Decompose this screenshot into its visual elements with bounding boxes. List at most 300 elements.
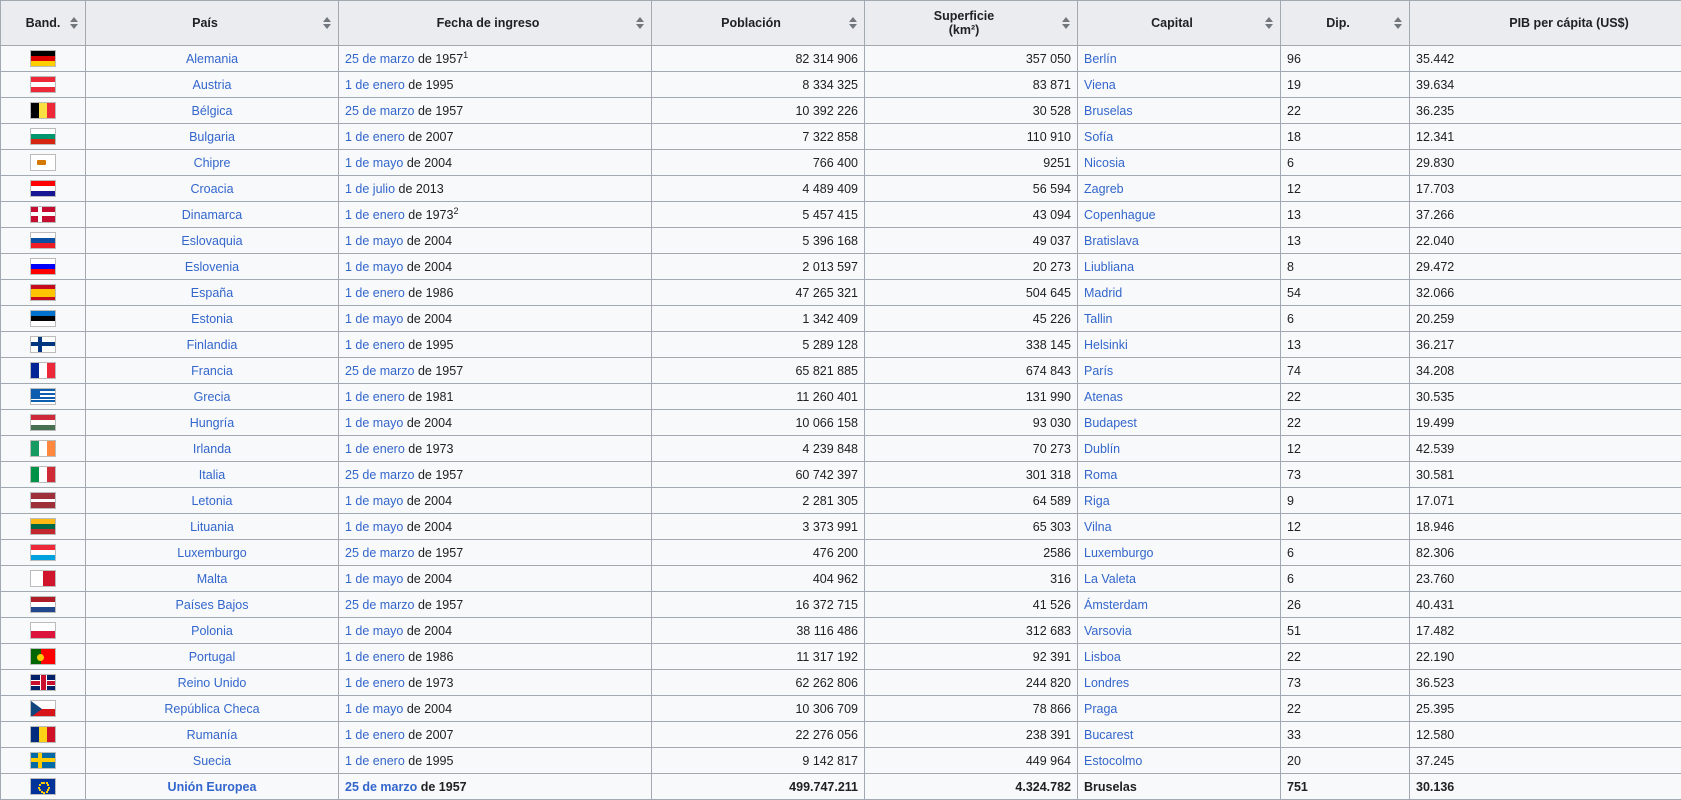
table-row (1, 254, 1681, 280)
column-header-superficie-unit: (km²) (871, 23, 1057, 37)
table-row (1, 644, 1681, 670)
cell-pais (86, 150, 339, 176)
cell-diputados: 22 (1281, 696, 1410, 722)
fecha-anio: de 1957 (414, 364, 463, 378)
fecha-dia-link[interactable]: 1 de mayo (345, 494, 403, 508)
cell-capital (1078, 254, 1281, 280)
fecha-dia-link[interactable]: 1 de mayo (345, 572, 403, 586)
table-row (1, 566, 1681, 592)
flag-icon (30, 206, 56, 223)
pais-link[interactable]: Bulgaria (189, 130, 235, 144)
column-header-band[interactable] (1, 1, 86, 46)
fecha-dia-link[interactable]: 25 de marzo (345, 468, 414, 482)
cell-poblacion: 4 239 848 (652, 436, 865, 462)
fecha-anio: de 1957 (414, 598, 463, 612)
flag-icon (30, 362, 56, 379)
fecha-dia-link[interactable]: 25 de marzo (345, 364, 414, 378)
fecha-anio: de 1995 (405, 78, 454, 92)
cell-bandera (1, 150, 86, 176)
cell-pib-per-capita: 23.760 (1410, 566, 1681, 592)
cell-capital (1078, 46, 1281, 72)
cell-capital-link[interactable]: Tallin (1084, 312, 1113, 326)
cell-fecha-ingreso (339, 202, 652, 228)
cell-diputados: 96 (1281, 46, 1410, 72)
cell-capital (1078, 462, 1281, 488)
fecha-anio: de 1995 (405, 338, 454, 352)
table-row (1, 150, 1681, 176)
fecha-anio: de 1973 (405, 442, 454, 456)
cell-superficie: 238 391 (865, 722, 1078, 748)
flag-icon (30, 154, 56, 171)
fecha-dia-link[interactable]: 25 de marzo (345, 52, 414, 66)
cell-poblacion: 476 200 (652, 540, 865, 566)
column-header-superficie[interactable] (865, 1, 1078, 46)
column-header-dip[interactable] (1281, 1, 1410, 46)
pais-link[interactable]: Malta (197, 572, 228, 586)
cell-pais (86, 436, 339, 462)
cell-pais (86, 644, 339, 670)
fecha-dia-link[interactable]: 1 de mayo (345, 624, 403, 638)
cell-pais (86, 462, 339, 488)
pais-link[interactable]: Rumanía (187, 728, 238, 742)
cell-pais (86, 696, 339, 722)
pais-link[interactable]: Portugal (189, 650, 236, 664)
table-row (1, 618, 1681, 644)
table-row (1, 436, 1681, 462)
flag-icon (30, 674, 56, 691)
cell-superficie: 83 871 (865, 72, 1078, 98)
cell-bandera (1, 384, 86, 410)
flag-icon (30, 76, 56, 93)
cell-bandera (1, 202, 86, 228)
cell-capital (1078, 696, 1281, 722)
cell-superficie: 49 037 (865, 228, 1078, 254)
flag-icon (30, 778, 56, 795)
cell-pais (86, 46, 339, 72)
cell-bandera (1, 722, 86, 748)
column-header-capital[interactable] (1078, 1, 1281, 46)
table-header (1, 1, 1681, 46)
flag-icon (30, 570, 56, 587)
cell-capital-link[interactable]: Lisboa (1084, 650, 1121, 664)
fecha-dia-link[interactable]: 1 de mayo (345, 260, 403, 274)
table-row (1, 540, 1681, 566)
cell-fecha-ingreso (339, 774, 652, 800)
cell-pais (86, 566, 339, 592)
cell-fecha-ingreso (339, 72, 652, 98)
fecha-dia-link[interactable]: 1 de enero (345, 754, 405, 768)
cell-superficie: 30 528 (865, 98, 1078, 124)
cell-capital-link[interactable]: Budapest (1084, 416, 1137, 430)
cell-fecha-ingreso (339, 254, 652, 280)
cell-pais (86, 384, 339, 410)
cell-diputados: 12 (1281, 514, 1410, 540)
cell-capital-link[interactable]: Sofía (1084, 130, 1113, 144)
column-header-pais[interactable] (86, 1, 339, 46)
cell-capital (1078, 306, 1281, 332)
cell-pib-per-capita: 30.535 (1410, 384, 1681, 410)
cell-capital (1078, 670, 1281, 696)
cell-capital-link[interactable]: Berlín (1084, 52, 1117, 66)
cell-capital-link[interactable]: Liubliana (1084, 260, 1134, 274)
cell-superficie: 4.324.782 (865, 774, 1078, 800)
fecha-dia-link[interactable]: 25 de marzo (345, 546, 414, 560)
table-row (1, 202, 1681, 228)
fecha-dia-link[interactable]: 1 de enero (345, 78, 405, 92)
cell-fecha-ingreso (339, 722, 652, 748)
cell-capital-link[interactable]: Luxemburgo (1084, 546, 1154, 560)
cell-diputados: 22 (1281, 410, 1410, 436)
fecha-dia-link[interactable]: 1 de enero (345, 676, 405, 690)
cell-fecha-ingreso (339, 98, 652, 124)
cell-pais (86, 670, 339, 696)
fecha-dia-link[interactable]: 1 de mayo (345, 312, 403, 326)
cell-diputados: 73 (1281, 670, 1410, 696)
pais-link[interactable]: República Checa (164, 702, 259, 716)
fecha-anio: de 2004 (403, 702, 452, 716)
cell-pib-per-capita: 82.306 (1410, 540, 1681, 566)
cell-capital-link[interactable]: París (1084, 364, 1113, 378)
cell-poblacion: 4 489 409 (652, 176, 865, 202)
cell-pais (86, 254, 339, 280)
cell-capital-link[interactable]: Viena (1084, 78, 1116, 92)
cell-fecha-ingreso (339, 488, 652, 514)
cell-capital-link[interactable]: Bruselas (1084, 104, 1133, 118)
cell-fecha-ingreso (339, 462, 652, 488)
fecha-anio: de 1957 (414, 104, 463, 118)
cell-capital-link[interactable]: Helsinki (1084, 338, 1128, 352)
cell-pais (86, 124, 339, 150)
table-row (1, 98, 1681, 124)
cell-capital-link[interactable]: Bratislava (1084, 234, 1139, 248)
cell-fecha-ingreso (339, 358, 652, 384)
cell-fecha-ingreso (339, 150, 652, 176)
sort-icon[interactable] (323, 16, 333, 30)
cell-pib-per-capita: 12.580 (1410, 722, 1681, 748)
fecha-dia-link[interactable]: 1 de mayo (345, 234, 403, 248)
flag-icon (30, 622, 56, 639)
column-header-capital-label: Capital (1151, 16, 1193, 30)
cell-poblacion: 5 289 128 (652, 332, 865, 358)
cell-bandera (1, 540, 86, 566)
fecha-dia-link[interactable]: 1 de enero (345, 650, 405, 664)
fecha-dia-link[interactable]: 1 de enero (345, 390, 405, 404)
cell-capital-link[interactable]: Atenas (1084, 390, 1123, 404)
column-header-pais-label: País (192, 16, 218, 30)
fecha-dia-link[interactable]: 25 de marzo (345, 780, 417, 794)
flag-icon (30, 596, 56, 613)
table-row (1, 384, 1681, 410)
cell-capital-link[interactable]: Madrid (1084, 286, 1122, 300)
cell-diputados: 6 (1281, 306, 1410, 332)
footnote-ref[interactable]: 2 (453, 205, 458, 215)
cell-pais (86, 592, 339, 618)
fecha-anio: de 2004 (403, 312, 452, 326)
cell-capital-link[interactable]: Riga (1084, 494, 1110, 508)
fecha-anio: de 1957 (417, 780, 466, 794)
cell-pib-per-capita: 42.539 (1410, 436, 1681, 462)
column-header-pib[interactable] (1410, 1, 1681, 46)
cell-fecha-ingreso (339, 592, 652, 618)
pais-link[interactable]: Bélgica (192, 104, 233, 118)
pais-link[interactable]: Dinamarca (182, 208, 242, 222)
cell-poblacion: 2 281 305 (652, 488, 865, 514)
fecha-dia-link[interactable]: 1 de mayo (345, 520, 403, 534)
cell-diputados: 54 (1281, 280, 1410, 306)
fecha-anio: de 1973 (405, 208, 454, 222)
cell-capital (1078, 514, 1281, 540)
flag-icon (30, 726, 56, 743)
fecha-dia-link[interactable]: 1 de enero (345, 442, 405, 456)
table-row (1, 670, 1681, 696)
cell-capital (1078, 228, 1281, 254)
cell-capital (1078, 644, 1281, 670)
cell-bandera (1, 410, 86, 436)
cell-superficie: 65 303 (865, 514, 1078, 540)
cell-pib-per-capita: 36.235 (1410, 98, 1681, 124)
cell-capital (1078, 410, 1281, 436)
fecha-dia-link[interactable]: 1 de enero (345, 286, 405, 300)
cell-superficie: 110 910 (865, 124, 1078, 150)
cell-pais (86, 722, 339, 748)
cell-capital-link[interactable]: Praga (1084, 702, 1117, 716)
table-row (1, 332, 1681, 358)
cell-capital (1078, 748, 1281, 774)
cell-fecha-ingreso (339, 436, 652, 462)
fecha-anio: de 1957 (414, 52, 463, 66)
flag-icon (30, 414, 56, 431)
sort-icon[interactable] (1062, 16, 1072, 30)
table-row (1, 592, 1681, 618)
fecha-dia-link[interactable]: 1 de enero (345, 130, 405, 144)
column-header-fecha-label: Fecha de ingreso (437, 16, 540, 30)
cell-fecha-ingreso (339, 566, 652, 592)
cell-capital-link[interactable]: Roma (1084, 468, 1117, 482)
pais-link[interactable]: Eslovaquia (181, 234, 242, 248)
cell-pib-per-capita: 32.066 (1410, 280, 1681, 306)
pais-link[interactable]: Suecia (193, 754, 231, 768)
cell-fecha-ingreso (339, 540, 652, 566)
sort-icon[interactable] (849, 16, 859, 30)
column-header-fecha-ingreso[interactable] (339, 1, 652, 46)
pais-link[interactable]: Grecia (194, 390, 231, 404)
cell-bandera (1, 748, 86, 774)
table-row (1, 722, 1681, 748)
cell-poblacion: 2 013 597 (652, 254, 865, 280)
cell-pib-per-capita: 12.341 (1410, 124, 1681, 150)
cell-fecha-ingreso (339, 46, 652, 72)
cell-poblacion: 404 962 (652, 566, 865, 592)
cell-poblacion: 16 372 715 (652, 592, 865, 618)
cell-pib-per-capita: 30.136 (1410, 774, 1681, 800)
cell-bandera (1, 358, 86, 384)
cell-fecha-ingreso (339, 410, 652, 436)
cell-diputados: 9 (1281, 488, 1410, 514)
cell-pib-per-capita: 30.581 (1410, 462, 1681, 488)
cell-pais (86, 358, 339, 384)
fecha-anio: de 1981 (405, 390, 454, 404)
cell-capital (1078, 72, 1281, 98)
flag-icon (30, 284, 56, 301)
flag-icon (30, 180, 56, 197)
cell-bandera (1, 332, 86, 358)
cell-diputados: 12 (1281, 176, 1410, 202)
fecha-dia-link[interactable]: 1 de julio (345, 182, 395, 196)
cell-superficie: 338 145 (865, 332, 1078, 358)
cell-pais (86, 202, 339, 228)
cell-poblacion: 62 262 806 (652, 670, 865, 696)
pais-link[interactable]: Lituania (190, 520, 234, 534)
pais-link[interactable]: Hungría (190, 416, 234, 430)
cell-capital-link[interactable]: Zagreb (1084, 182, 1124, 196)
cell-capital (1078, 332, 1281, 358)
cell-diputados: 12 (1281, 436, 1410, 462)
pais-link[interactable]: Chipre (194, 156, 231, 170)
cell-fecha-ingreso (339, 748, 652, 774)
footnote-ref[interactable]: 1 (463, 49, 468, 59)
cell-bandera (1, 592, 86, 618)
cell-capital (1078, 280, 1281, 306)
cell-bandera (1, 644, 86, 670)
cell-capital-link[interactable]: Varsovia (1084, 624, 1132, 638)
cell-fecha-ingreso (339, 124, 652, 150)
table-row (1, 358, 1681, 384)
pais-link[interactable]: Italia (199, 468, 225, 482)
fecha-anio: de 2013 (395, 182, 444, 196)
flag-icon (30, 102, 56, 119)
cell-superficie: 449 964 (865, 748, 1078, 774)
fecha-dia-link[interactable]: 1 de enero (345, 338, 405, 352)
cell-poblacion: 47 265 321 (652, 280, 865, 306)
cell-fecha-ingreso (339, 696, 652, 722)
fecha-dia-link[interactable]: 1 de mayo (345, 416, 403, 430)
cell-pib-per-capita: 34.208 (1410, 358, 1681, 384)
table-body (1, 46, 1681, 800)
cell-pais (86, 306, 339, 332)
pais-link[interactable]: Países Bajos (176, 598, 249, 612)
cell-capital-link[interactable]: Londres (1084, 676, 1129, 690)
table-row (1, 280, 1681, 306)
cell-diputados: 6 (1281, 150, 1410, 176)
cell-capital (1078, 150, 1281, 176)
cell-capital-link[interactable]: Ámsterdam (1084, 598, 1148, 612)
sort-icon[interactable] (70, 16, 80, 30)
table-row (1, 462, 1681, 488)
fecha-dia-link[interactable]: 1 de mayo (345, 702, 403, 716)
fecha-anio: de 2004 (403, 572, 452, 586)
sort-icon[interactable] (636, 16, 646, 30)
cell-capital (1078, 98, 1281, 124)
table-row (1, 72, 1681, 98)
cell-diputados: 20 (1281, 748, 1410, 774)
fecha-dia-link[interactable]: 1 de enero (345, 728, 405, 742)
sort-icon[interactable] (1265, 16, 1275, 30)
cell-bandera (1, 72, 86, 98)
cell-fecha-ingreso (339, 280, 652, 306)
cell-capital-link[interactable]: Dublín (1084, 442, 1120, 456)
cell-diputados: 73 (1281, 462, 1410, 488)
cell-poblacion: 11 317 192 (652, 644, 865, 670)
pais-link[interactable]: Unión Europea (168, 780, 257, 794)
pais-link[interactable]: Letonia (191, 494, 232, 508)
flag-icon (30, 466, 56, 483)
cell-capital-link[interactable]: Vilna (1084, 520, 1112, 534)
fecha-dia-link[interactable]: 1 de mayo (345, 156, 403, 170)
cell-fecha-ingreso (339, 670, 652, 696)
flag-icon (30, 388, 56, 405)
flag-icon (30, 310, 56, 327)
cell-capital-link[interactable]: Estocolmo (1084, 754, 1142, 768)
cell-superficie: 56 594 (865, 176, 1078, 202)
cell-pais (86, 176, 339, 202)
cell-pib-per-capita: 17.071 (1410, 488, 1681, 514)
fecha-dia-link[interactable]: 1 de enero (345, 208, 405, 222)
cell-superficie: 41 526 (865, 592, 1078, 618)
cell-capital-link[interactable]: La Valeta (1084, 572, 1136, 586)
pais-link[interactable]: Austria (193, 78, 232, 92)
sort-icon[interactable] (1394, 16, 1404, 30)
cell-capital-link[interactable]: Copenhague (1084, 208, 1156, 222)
cell-fecha-ingreso (339, 332, 652, 358)
pais-link[interactable]: Francia (191, 364, 233, 378)
cell-capital-link[interactable]: Nicosia (1084, 156, 1125, 170)
column-header-poblacion[interactable] (652, 1, 865, 46)
pais-link[interactable]: Polonia (191, 624, 233, 638)
cell-superficie: 64 589 (865, 488, 1078, 514)
cell-superficie: 312 683 (865, 618, 1078, 644)
cell-superficie: 244 820 (865, 670, 1078, 696)
cell-bandera (1, 774, 86, 800)
fecha-anio: de 1986 (405, 286, 454, 300)
column-header-dip-label: Dip. (1326, 16, 1350, 30)
pais-link[interactable]: Estonia (191, 312, 233, 326)
fecha-anio: de 2004 (403, 494, 452, 508)
pais-link[interactable]: Eslovenia (185, 260, 239, 274)
cell-diputados: 26 (1281, 592, 1410, 618)
cell-superficie: 20 273 (865, 254, 1078, 280)
flag-icon (30, 440, 56, 457)
pais-link[interactable]: Reino Unido (178, 676, 247, 690)
fecha-anio: de 1957 (414, 468, 463, 482)
cell-pib-per-capita: 22.190 (1410, 644, 1681, 670)
cell-pais (86, 540, 339, 566)
cell-pais (86, 72, 339, 98)
pais-link[interactable]: Irlanda (193, 442, 231, 456)
fecha-anio: de 1986 (405, 650, 454, 664)
cell-fecha-ingreso (339, 384, 652, 410)
cell-capital-link[interactable]: Bucarest (1084, 728, 1133, 742)
cell-superficie: 131 990 (865, 384, 1078, 410)
cell-bandera (1, 46, 86, 72)
cell-bandera (1, 566, 86, 592)
fecha-dia-link[interactable]: 25 de marzo (345, 598, 414, 612)
table-row (1, 176, 1681, 202)
fecha-anio: de 2007 (405, 130, 454, 144)
fecha-dia-link[interactable]: 25 de marzo (345, 104, 414, 118)
cell-pib-per-capita: 17.482 (1410, 618, 1681, 644)
cell-superficie: 357 050 (865, 46, 1078, 72)
cell-diputados: 6 (1281, 566, 1410, 592)
cell-capital (1078, 592, 1281, 618)
pais-link[interactable]: Luxemburgo (177, 546, 247, 560)
pais-link[interactable]: España (191, 286, 233, 300)
cell-diputados: 18 (1281, 124, 1410, 150)
cell-diputados: 22 (1281, 644, 1410, 670)
flag-icon (30, 752, 56, 769)
pais-link[interactable]: Alemania (186, 52, 238, 66)
pais-link[interactable]: Croacia (190, 182, 233, 196)
pais-link[interactable]: Finlandia (187, 338, 238, 352)
